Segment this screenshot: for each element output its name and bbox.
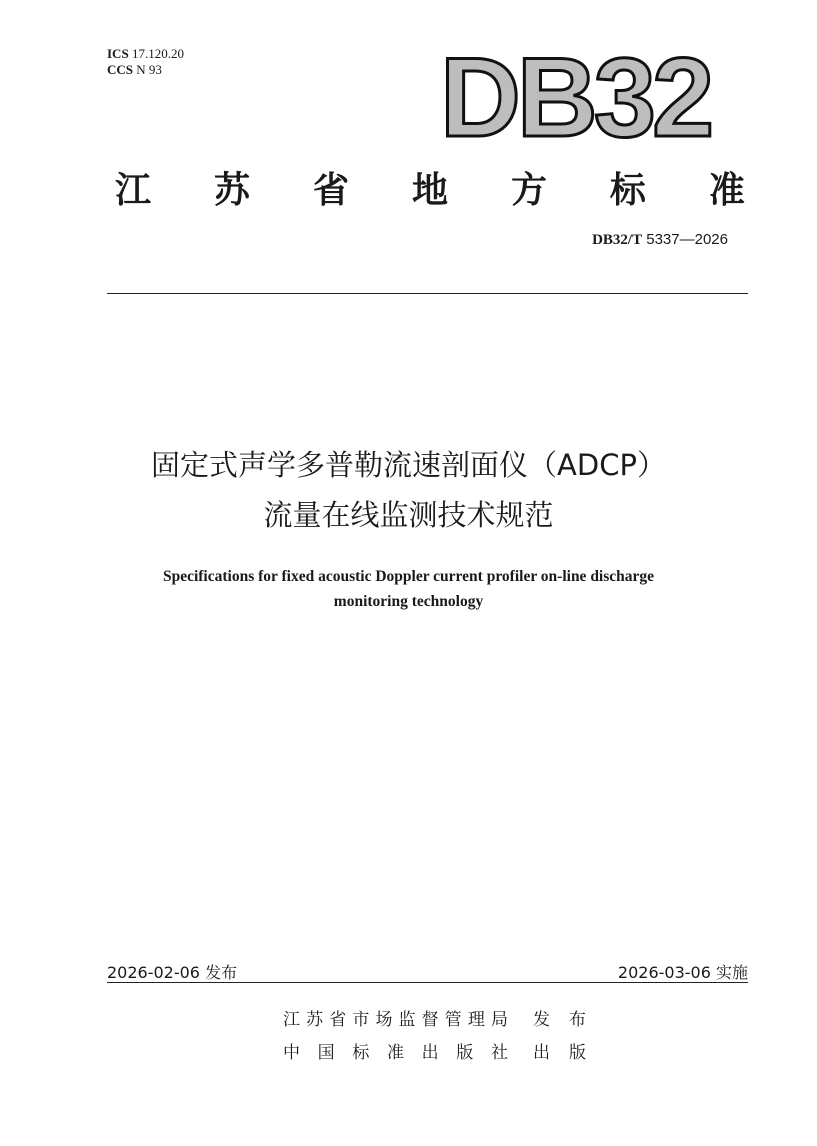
heading-char: 省	[312, 170, 349, 211]
heading-char: 苏	[213, 170, 250, 211]
title-line-2: 流量在线监测技术规范	[263, 498, 554, 532]
publisher-action	[533, 1038, 586, 1063]
org-char: 苏	[306, 1010, 324, 1030]
db32-logo: DB32	[440, 35, 711, 160]
heading-char: 准	[708, 170, 745, 211]
bottom-divider	[107, 982, 748, 983]
ics-label: ICS	[107, 46, 129, 61]
heading-char: 江	[115, 170, 152, 211]
english-title-line-2: monitoring technology	[333, 593, 484, 610]
org-char: 国	[317, 1043, 335, 1063]
action-char: 出	[533, 1043, 550, 1063]
publisher-row	[283, 1038, 586, 1063]
org-char: 监	[398, 1010, 416, 1030]
ics-value: 17.120.20	[131, 46, 184, 61]
heading-char: 标	[609, 170, 646, 211]
ccs-value: N 93	[136, 62, 162, 77]
top-divider	[107, 293, 748, 294]
implementation-date: 2026-03-06 实施	[617, 963, 748, 982]
heading-char: 方	[510, 170, 547, 211]
org-char: 局	[490, 1010, 508, 1030]
org-char: 出	[421, 1043, 439, 1063]
title-line-1: 固定式声学多普勒流速剖面仪（ADCP）	[151, 448, 666, 482]
standard-number	[592, 231, 728, 249]
action-char: 布	[569, 1010, 586, 1030]
issue-date: 2026-02-06 发布	[107, 963, 238, 982]
org-char: 管	[444, 1010, 462, 1030]
org-char: 省	[329, 1010, 347, 1030]
classification-codes	[107, 46, 184, 78]
org-char: 市	[352, 1010, 370, 1030]
action-char: 版	[569, 1043, 586, 1063]
ccs-label: CCS	[107, 62, 134, 77]
standard-code: 5337—2026	[646, 231, 728, 248]
standard-prefix: DB32/T	[592, 232, 643, 248]
org-char: 江	[283, 1010, 300, 1030]
org-char: 社	[490, 1043, 508, 1063]
org-char: 版	[456, 1043, 474, 1063]
heading-char: 地	[411, 170, 448, 211]
org-char: 中	[283, 1043, 300, 1063]
standard-type-heading	[115, 162, 745, 213]
org-char: 标	[352, 1043, 370, 1063]
org-char: 场	[375, 1010, 393, 1030]
publisher-action	[533, 1005, 586, 1030]
publisher-name	[283, 1005, 508, 1030]
org-char: 理	[467, 1010, 485, 1030]
publisher-row	[283, 1005, 586, 1030]
english-title-line-1: Specifications for fixed acoustic Doppler current profiler on-line discharge	[162, 568, 655, 585]
publisher-name	[283, 1038, 508, 1063]
org-char: 准	[386, 1043, 404, 1063]
action-char: 发	[533, 1010, 550, 1030]
org-char: 督	[421, 1010, 439, 1030]
